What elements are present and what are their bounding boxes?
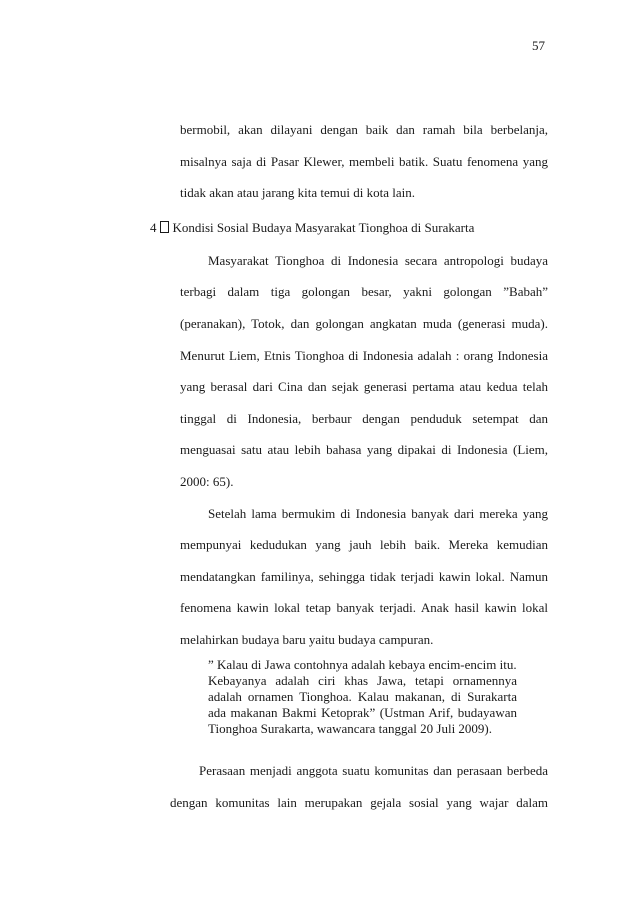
quote-line: ada makanan Bakmi Ketoprak” (Ustman Arif, budayawan [208,705,517,720]
section-number: 4 [150,220,157,235]
text-line: Menurut Liem, Etnis Tionghoa di Indonesia adalah : orang Indonesia [180,348,548,363]
text-line: melahirkan budaya baru yaitu budaya campuran. [180,632,434,647]
text-line: mendatangkan familinya, sehingga tidak terjadi kawin lokal. Namun [180,569,548,584]
text-line: dengan komunitas lain merupakan gejala sosial yang wajar dalam [170,795,548,810]
text-line: mempunyai kedudukan yang jauh lebih baik. Mereka kemudian [180,537,548,552]
text-line: 2000: 65). [180,474,234,489]
quote-line: Kebayanya adalah ciri khas Jawa, tetapi ornamennya [208,673,517,688]
section-title: Kondisi Sosial Budaya Masyarakat Tionghoa di Surakarta [172,220,475,235]
text-line: Perasaan menjadi anggota suatu komunitas dan perasaan berbeda [199,763,548,778]
text-line: menguasai satu atau lebih bahasa yang dipakai di Indonesia (Liem, [180,442,548,457]
text-line: Setelah lama bermukim di Indonesia banyak dari mereka yang [208,506,548,521]
quote-line: Tionghoa Surakarta, wawancara tanggal 20 Juli 2009). [208,721,493,736]
text-line: tidak akan atau jarang kita temui di kota lain. [180,185,416,200]
text-line: misalnya saja di Pasar Klewer, membeli batik. Suatu fenomena yang [180,154,548,169]
text-line: terbagi dalam tiga golongan besar, yakni golongan ”Babah” [180,284,548,299]
section-heading [150,220,474,236]
text-line: yang berasal dari Cina dan sejak generasi pertama atau kedua telah [180,379,548,394]
missing-glyph-icon [160,221,169,233]
text-line: bermobil, akan dilayani dengan baik dan ramah bila berbelanja, [180,122,548,137]
text-line: (peranakan), Totok, dan golongan angkatan muda (generasi muda). [180,316,548,331]
page-number: 57 [532,38,545,53]
text-line: fenomena kawin lokal tetap banyak terjadi. Anak hasil kawin lokal [180,600,548,615]
quote-line: ” Kalau di Jawa contohnya adalah kebaya encim-encim itu. [208,657,517,672]
quote-line: adalah ornamen Tionghoa. Kalau makanan, di Surakarta [208,689,517,704]
text-line: Masyarakat Tionghoa di Indonesia secara antropologi budaya [208,253,548,268]
text-line: tinggal di Indonesia, berbaur dengan penduduk setempat dan [180,411,548,426]
